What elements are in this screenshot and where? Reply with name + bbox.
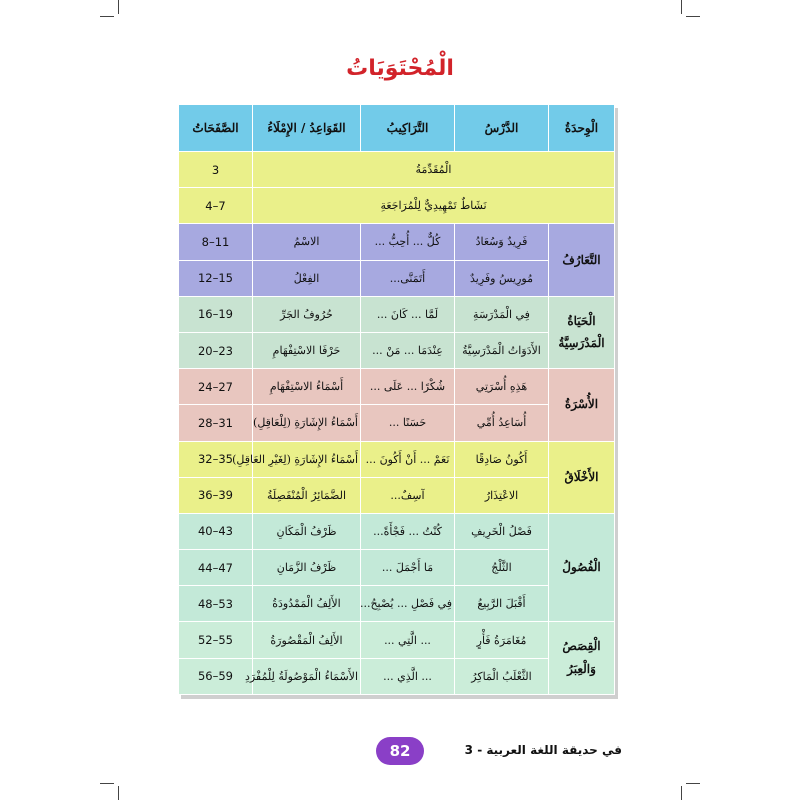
page-range: 48–53 — [179, 586, 253, 622]
table-header-row — [179, 105, 615, 152]
table-row — [179, 369, 615, 405]
page-range: 32–35 — [179, 441, 253, 477]
grammar-cell: أَسْمَاءُ الاسْتِفْهَامِ — [253, 369, 361, 405]
page-range: 44–47 — [179, 550, 253, 586]
intro-text: نَشَاطٌ تَمْهِيدِيٌّ لِلْمُرَاجَعَةِ — [253, 188, 615, 224]
unit-name: التَّعَارُفُ — [549, 224, 615, 296]
grammar-cell: ظَرْفُ الْمَكَانِ — [253, 513, 361, 549]
table-row — [179, 296, 615, 332]
unit-name: الْفُصُولُ — [549, 513, 615, 622]
lesson-title: فَصْلُ الْخَرِيفِ — [455, 513, 549, 549]
page-range: 40–43 — [179, 513, 253, 549]
book-title: في حديقة اللغة العربية - 3 — [464, 743, 622, 757]
intro-row — [179, 188, 615, 224]
unit-name: الأَخْلَاقُ — [549, 441, 615, 513]
table-row — [179, 224, 615, 260]
lesson-title: هَذِهِ أُسْرَتِي — [455, 369, 549, 405]
grammar-cell: حُرُوفُ الجَرِّ — [253, 296, 361, 332]
structures-cell: حَسَنًا ... — [361, 405, 455, 441]
header-grammar: القَوَاعِدُ / الإِمْلَاءُ — [253, 105, 361, 152]
crop-mark — [100, 16, 114, 17]
crop-mark — [100, 783, 114, 784]
table-row — [179, 513, 615, 549]
lesson-title: الأَدَوَاتُ الْمَدْرَسِيَّةُ — [455, 332, 549, 368]
structures-cell: ... الَّتِي ... — [361, 622, 455, 658]
page-title: الْمُحْتَوَيَاتُ — [346, 56, 454, 81]
grammar-cell: أَسْمَاءُ الإِشَارَةِ (لِغَيْرِ العَاقِلِ) — [253, 441, 361, 477]
structures-cell: عِنْدَمَا ... مَنْ ... — [361, 332, 455, 368]
grammar-cell: الضَّمَائِرُ الْمُنْفَصِلَةُ — [253, 477, 361, 513]
crop-mark — [667, 0, 682, 14]
grammar-cell: الأَلِفُ الْمَمْدُودَةُ — [253, 586, 361, 622]
structures-cell: نَعَمْ ... أَنْ أَكُونَ ... — [361, 441, 455, 477]
page-range: 8–11 — [179, 224, 253, 260]
lesson-title: مُورِيسُ وفَرِيدٌ — [455, 260, 549, 296]
page-range: 28–31 — [179, 405, 253, 441]
lesson-title: مُغَامَرَةُ فَأْرٍ — [455, 622, 549, 658]
page-number-badge: 82 — [376, 737, 424, 765]
structures-cell: ... الَّذِي ... — [361, 658, 455, 694]
grammar-cell: الأَلِفُ الْمَقْصُورَةُ — [253, 622, 361, 658]
grammar-cell: ظَرْفُ الزَّمَانِ — [253, 550, 361, 586]
structures-cell: أَتَمَنَّى... — [361, 260, 455, 296]
lesson-title: فِي الْمَدْرَسَةِ — [455, 296, 549, 332]
structures-cell: كُنْتُ ... فَجْأَةً... — [361, 513, 455, 549]
table-row — [179, 622, 615, 658]
unit-name: الْقِصَصُ وَالْعِبَرُ — [549, 622, 615, 694]
lesson-title: فَرِيدٌ وَسُعَادُ — [455, 224, 549, 260]
structures-cell: لَمَّا ... كَانَ ... — [361, 296, 455, 332]
lesson-title: أَقْبَلَ الرَّبِيعُ — [455, 586, 549, 622]
page-range: 16–19 — [179, 296, 253, 332]
crop-mark — [686, 783, 700, 784]
header-unit: الْوِحدَةُ — [549, 105, 615, 152]
header-pages: الصَّفَحَاتُ — [179, 105, 253, 152]
grammar-cell: الاسْمُ — [253, 224, 361, 260]
crop-mark — [118, 786, 133, 800]
crop-mark — [667, 786, 682, 800]
header-lesson: الدَّرْسُ — [455, 105, 549, 152]
header-structures: التَّرَاكِيبُ — [361, 105, 455, 152]
page-range: 12–15 — [179, 260, 253, 296]
lesson-title: أُسَاعِدُ أُمِّي — [455, 405, 549, 441]
structures-cell: آسِفٌ... — [361, 477, 455, 513]
page-range: 56–59 — [179, 658, 253, 694]
page-range: 24–27 — [179, 369, 253, 405]
page-range: 52–55 — [179, 622, 253, 658]
page-range: 20–23 — [179, 332, 253, 368]
grammar-cell: الفِعْلُ — [253, 260, 361, 296]
intro-row — [179, 152, 615, 188]
table-row — [179, 441, 615, 477]
grammar-cell: حَرْفَا الاسْتِفْهَامِ — [253, 332, 361, 368]
structures-cell: فِي فَصْلِ ... يُصْبِحُ... — [361, 586, 455, 622]
lesson-title: الثَّعْلَبُ الْمَاكِرُ — [455, 658, 549, 694]
contents-table — [178, 104, 615, 695]
lesson-title: الاعْتِذَارُ — [455, 477, 549, 513]
unit-name: الأُسْرَةُ — [549, 369, 615, 441]
crop-mark — [686, 16, 700, 17]
lesson-title: الثَّلْجُ — [455, 550, 549, 586]
grammar-cell: الأَسْمَاءُ الْمَوْصُولَةُ لِلْمُفْرَدِ — [253, 658, 361, 694]
structures-cell: مَا أَجْمَلَ ... — [361, 550, 455, 586]
grammar-cell: أَسْمَاءُ الإِشَارَةِ (لِلْعَاقِلِ) — [253, 405, 361, 441]
lesson-title: أَكُونُ صَادِقًا — [455, 441, 549, 477]
structures-cell: شُكْرًا ... عَلَى ... — [361, 369, 455, 405]
page-range: 3 — [179, 152, 253, 188]
intro-text: الْمُقَدِّمَةُ — [253, 152, 615, 188]
structures-cell: كُلٌّ ... أُحِبُّ ... — [361, 224, 455, 260]
unit-name: الْحَيَاةُ الْمَدْرَسِيَّةُ — [549, 296, 615, 368]
page-range: 4–7 — [179, 188, 253, 224]
crop-mark — [118, 0, 133, 14]
page-range: 36–39 — [179, 477, 253, 513]
